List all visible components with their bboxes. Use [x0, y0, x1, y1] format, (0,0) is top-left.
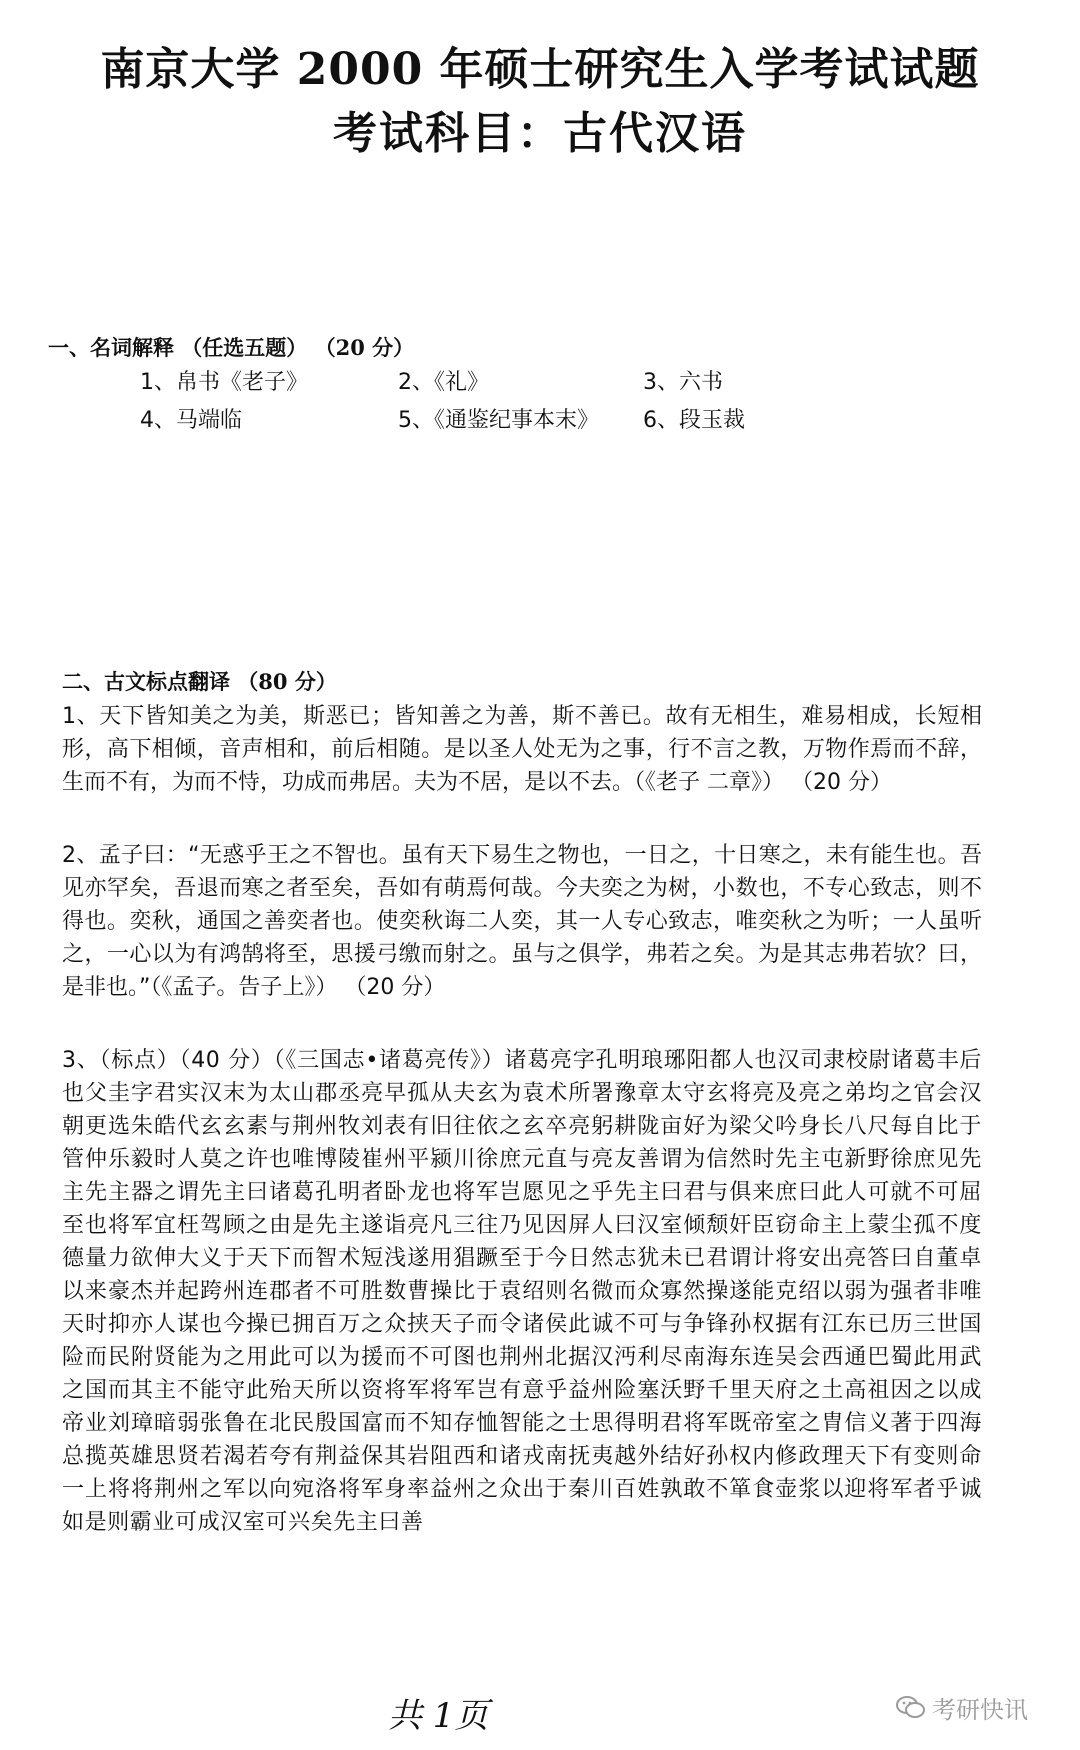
section-translation	[62, 668, 982, 1539]
section1-heading: 一、名词解释 （任选五题） （20 分）	[48, 335, 415, 360]
term-item: 5、《通鉴纪事本末》	[398, 408, 599, 433]
term-list	[140, 368, 1008, 436]
section-term-explanation	[48, 334, 1008, 436]
exam-title: 南京大学 2000 年硕士研究生入学考试试题	[100, 44, 980, 95]
watermark-text: 考研快讯	[932, 1696, 1028, 1724]
term-item: 4、马端临	[140, 408, 242, 433]
page-count-handwritten: 共 1页	[388, 1696, 489, 1736]
exam-subject: 考试科目：古代汉语	[333, 108, 747, 159]
question-3-text: 3、（标点）（40 分）（《三国志•诸葛亮传》）诸葛亮字孔明琅琊阳都人也汉司隶校尉诸葛丰后也父圭字君实汉末为太山郡丞亮早孤从夫玄为袁术所署豫章太守玄将亮及亮之弟均之官会汉朝更选朱皓代玄玄素与荆州牧刘表有旧往依之玄卒亮躬耕陇亩好为梁父吟身长八尺每自比于管仲乐毅时人莫之许也唯博陵崔州平颍川徐庶元直与亮友善谓为信然时先主屯新野徐庶见先主先主器之谓先主曰诸葛孔明者卧龙也将军岂愿见之乎先主曰君与俱来庶曰此人可就不可屈至也将军宜枉驾顾之由是先主遂诣亮凡三往乃见因屏人曰汉室倾颓奸臣窃命主上蒙尘孤不度德量力欲伸大义于天下而智术短浅遂用猖蹶至于今日然志犹未已君谓计将安出亮答曰自董卓以来豪杰并起跨州连郡者不可胜数曹操比于袁绍则名微而众寡然操遂能克绍以弱为强者非唯天时抑亦人谋也今操已拥百万之众挟天子而令诸侯此诚不可与争锋孙权据有江东已历三世国险而民附贤能为之用此可以为援而不可图也荆州北据汉沔利尽南海东连吴会西通巴蜀此用武之国而其主不能守此殆天所以资将军将军岂有意乎益州险塞沃野千里天府之土高祖因之以成帝业刘璋暗弱张鲁在北民殷国富而不知存恤智能之士思得明君将军既帝室之胄信义著于四海总揽英雄思贤若渴若夸有荆益保其岩阻西和诸戎南抚夷越外结好孙权内修政理天下有变则命一上将将荆州之军以向宛洛将军身率益州之众出于秦川百姓孰敢不箪食壶浆以迎将军者乎诚如是则霸业可成汉室可兴矣先主曰善	[62, 1048, 982, 1535]
term-item: 2、《礼》	[398, 370, 489, 395]
question-2-text: 2、孟子曰：“无惑乎王之不智也。虽有天下易生之物也，一日之，十日寒之，未有能生也。吾见亦罕矣，吾退而寒之者至矣，吾如有萌焉何哉。今夫奕之为树，小数也，不专心致志，则不得也。奕秋，通国之善奕者也。使奕秋诲二人奕，其一人专心致志，唯奕秋之为听；一人虽听之，一心以为有鸿鹄将至，思援弓缴而射之。虽与之俱学，弗若之矣。为是其志弗若欤？曰，是非也。”（《孟子。告子上》） （20 分）	[62, 843, 982, 1000]
section2-heading: 二、古文标点翻译 （80 分）	[62, 669, 337, 694]
exam-header	[0, 42, 1080, 162]
term-item: 3、六书	[643, 370, 723, 395]
wechat-watermark	[896, 1690, 1028, 1725]
question-1-text: 1、天下皆知美之为美，斯恶已；皆知善之为善，斯不善已。故有无相生，难易相成，长短相形，高下相倾，音声相和，前后相随。是以圣人处无为之事，行不言之教，万物作焉而不辞，生而不有，为而不恃，功成而弗居。夫为不居，是以不去。（《老子 二章》） （20 分）	[62, 704, 982, 795]
wechat-icon	[896, 1695, 926, 1721]
term-item: 6、段玉裁	[643, 408, 745, 433]
term-item: 1、帛书《老子》	[140, 370, 308, 395]
